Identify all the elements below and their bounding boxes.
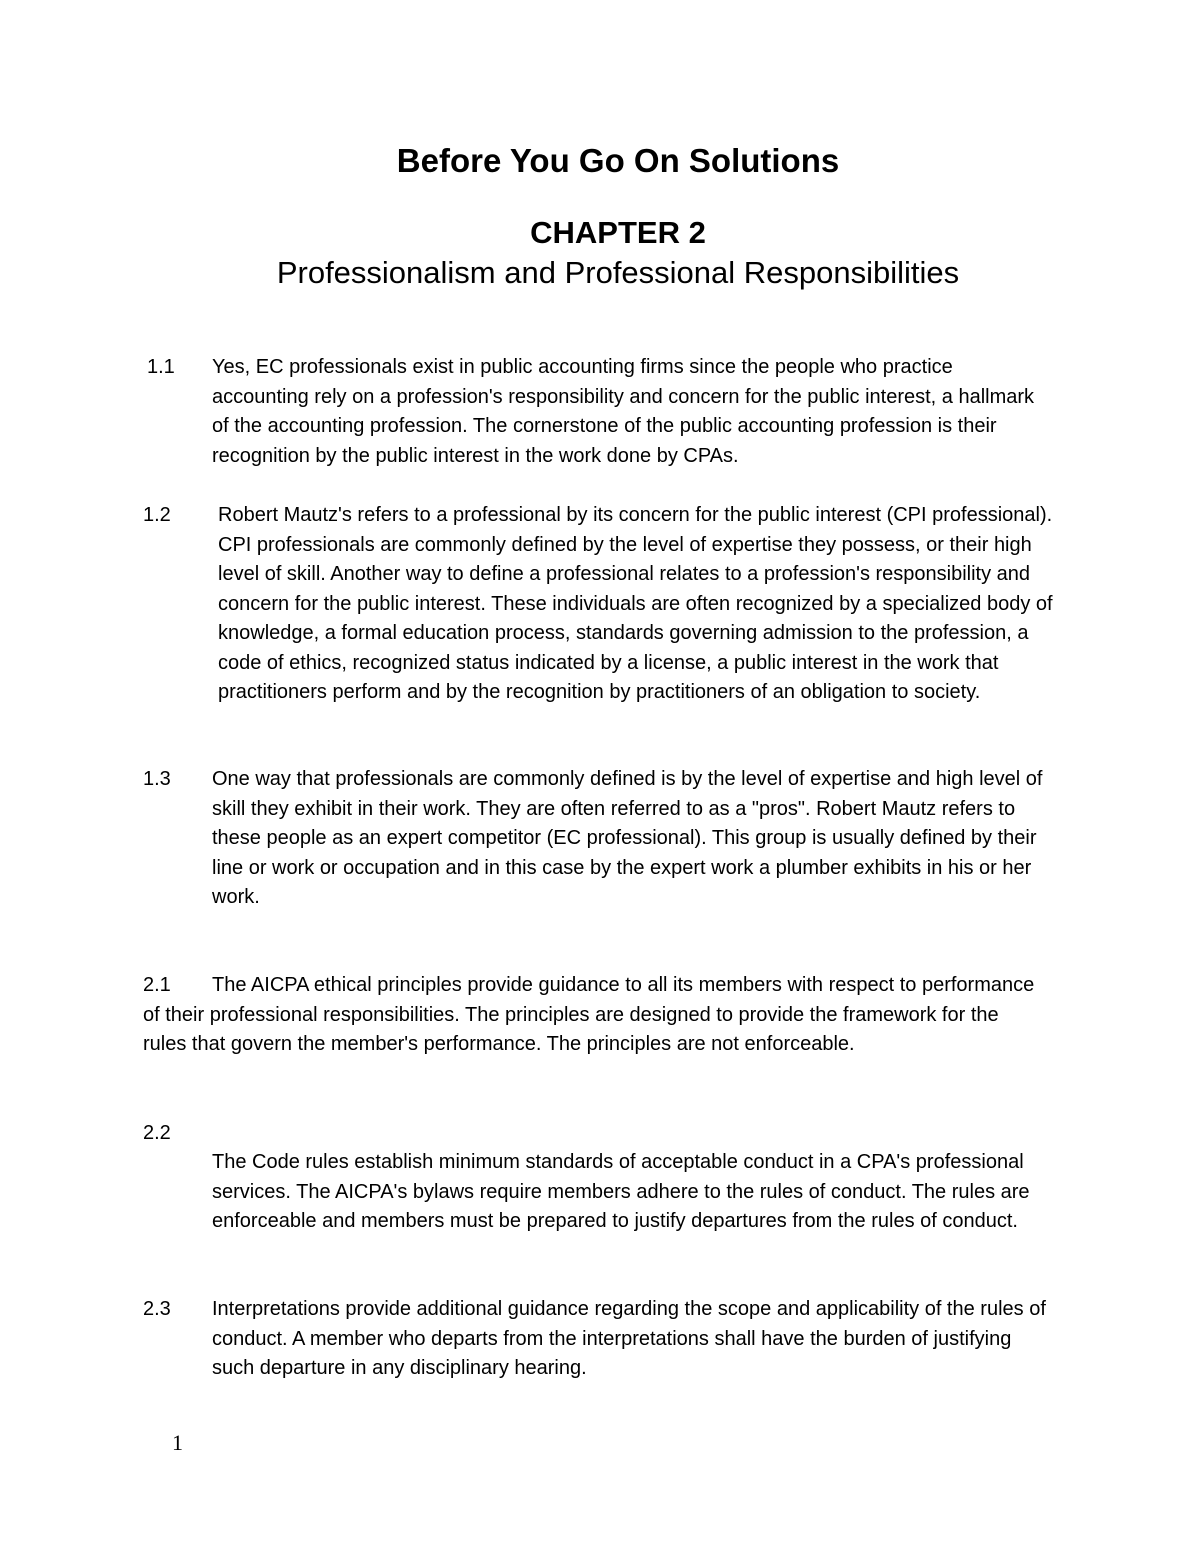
item-2-1: [143, 971, 1043, 1060]
chapter-subtitle: Professionalism and Professional Responsibilities: [276, 255, 960, 290]
item-text-1-2: Robert Mautz's refers to a professional by its concern for the public interest (CPI professional). CPI professionals are commonly defined by the level of expertise they possess, or their high level of skill. Another way to define a professional relates to a profession's responsibility and concern for the public interest. These individuals are often recognized by a specialized body of knowledge, a formal education process, standards governing admission to the profession, a code of ethics, recognized status indicated by a license, a public interest in the work that practitioners perform and by the recognition by practitioners of an obligation to society.: [218, 504, 1053, 703]
item-text-2-1: The AICPA ethical principles provide guidance to all its members with respect to performance of their professional responsibilities. The principles are designed to provide the framework for the rules that govern the member's performance. The principles are not enforceable.: [143, 974, 1035, 1055]
item-number-1-1: 1.1: [147, 356, 175, 378]
item-number-1-3: 1.3: [143, 768, 171, 790]
item-number-2-2: 2.2: [143, 1122, 171, 1144]
item-text-2-2: The Code rules establish minimum standards of acceptable conduct in a CPA's professional services. The AICPA's bylaws require members adhere to the rules of conduct. The rules are enforceable and members must be prepared to justify departures from the rules of conduct.: [212, 1151, 1030, 1232]
chapter-heading: CHAPTER 2: [530, 215, 706, 250]
item-text-2-3: Interpretations provide additional guidance regarding the scope and applicability of the rules of conduct. A member who departs from the interpretations shall have the burden of justifying such departure in any disciplinary hearing.: [212, 1298, 1046, 1379]
item-text-1-3: One way that professionals are commonly defined is by the level of expertise and high level of skill they exhibit in their work. They are often referred to as a "pros". Robert Mautz refers to these people as an expert competitor (EC professional). This group is usually defined by their line or work or occupation and in this case by the expert work a plumber exhibits in his or her work.: [212, 768, 1043, 908]
item-number-2-1: 2.1: [143, 974, 171, 996]
item-text-1-1: Yes, EC professionals exist in public accounting firms since the people who practice accounting rely on a profession's responsibility and concern for the public interest, a hallmark of the accounting profession. The cornerstone of the public accounting profession is their recognition by the public interest in the work done by CPAs.: [212, 356, 1035, 467]
page-number: 1: [172, 1430, 183, 1455]
item-number-1-2: 1.2: [143, 504, 171, 526]
document-title: Before You Go On Solutions: [396, 142, 840, 179]
item-number-2-3: 2.3: [143, 1298, 171, 1320]
